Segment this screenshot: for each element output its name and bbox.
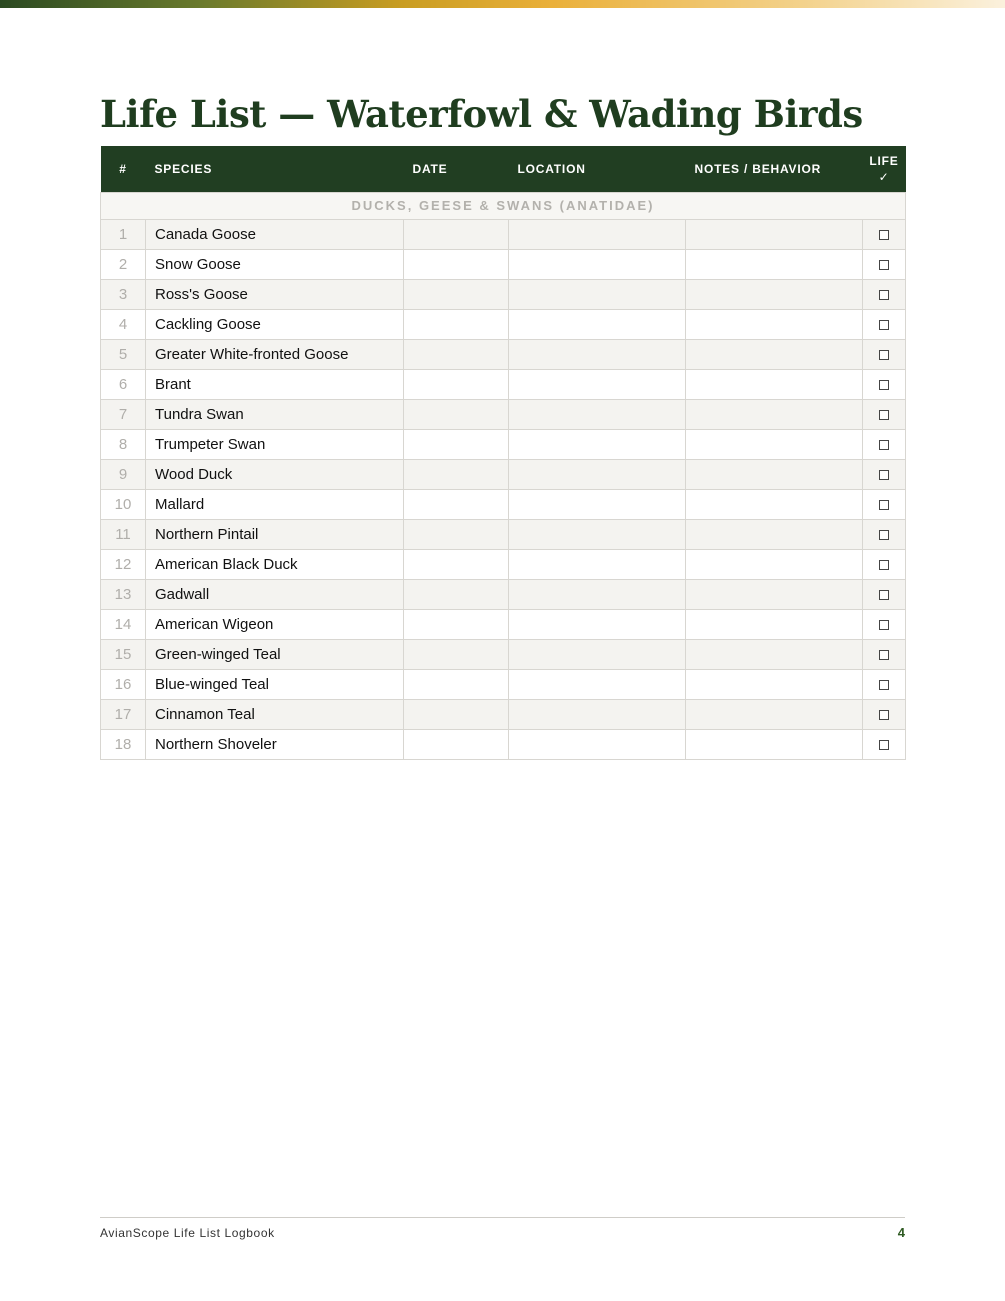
table-row xyxy=(101,219,906,249)
date-cell[interactable] xyxy=(404,429,509,459)
row-number: 9 xyxy=(101,459,146,489)
notes-cell[interactable] xyxy=(686,609,863,639)
notes-cell[interactable] xyxy=(686,339,863,369)
table-row xyxy=(101,519,906,549)
checkbox-icon[interactable] xyxy=(879,530,889,540)
species-name: Cinnamon Teal xyxy=(146,699,404,729)
date-cell[interactable] xyxy=(404,279,509,309)
page-title: Life List — Waterfowl & Wading Birds xyxy=(100,92,863,136)
date-cell[interactable] xyxy=(404,489,509,519)
life-check-cell[interactable] xyxy=(863,699,906,729)
column-header-date: DATE xyxy=(412,161,448,176)
date-cell[interactable] xyxy=(404,459,509,489)
footer-divider xyxy=(100,1217,905,1218)
location-cell[interactable] xyxy=(509,249,686,279)
life-list-table xyxy=(100,146,906,760)
checkbox-icon[interactable] xyxy=(879,440,889,450)
life-check-cell[interactable] xyxy=(863,639,906,669)
table-row xyxy=(101,429,906,459)
life-check-cell[interactable] xyxy=(863,579,906,609)
notes-cell[interactable] xyxy=(686,279,863,309)
date-cell[interactable] xyxy=(404,639,509,669)
row-number: 6 xyxy=(101,369,146,399)
notes-cell[interactable] xyxy=(686,639,863,669)
location-cell[interactable] xyxy=(509,669,686,699)
date-cell[interactable] xyxy=(404,339,509,369)
species-name: American Black Duck xyxy=(146,549,404,579)
species-name: Ross's Goose xyxy=(146,279,404,309)
location-cell[interactable] xyxy=(509,699,686,729)
checkbox-icon[interactable] xyxy=(879,740,889,750)
notes-cell[interactable] xyxy=(686,669,863,699)
location-cell[interactable] xyxy=(509,729,686,759)
life-check-cell[interactable] xyxy=(863,489,906,519)
table-row xyxy=(101,609,906,639)
table-row xyxy=(101,729,906,759)
species-name: Wood Duck xyxy=(146,459,404,489)
date-cell[interactable] xyxy=(404,729,509,759)
row-number: 8 xyxy=(101,429,146,459)
species-name: Gadwall xyxy=(146,579,404,609)
checkbox-icon[interactable] xyxy=(879,290,889,300)
date-cell[interactable] xyxy=(404,609,509,639)
checkbox-icon[interactable] xyxy=(879,620,889,630)
checkbox-icon[interactable] xyxy=(879,380,889,390)
species-name: Mallard xyxy=(146,489,404,519)
location-cell[interactable] xyxy=(509,399,686,429)
species-name: Snow Goose xyxy=(146,249,404,279)
checkbox-icon[interactable] xyxy=(879,260,889,270)
checkbox-icon[interactable] xyxy=(879,560,889,570)
location-cell[interactable] xyxy=(509,429,686,459)
life-check-cell[interactable] xyxy=(863,429,906,459)
location-cell[interactable] xyxy=(509,549,686,579)
checkbox-icon[interactable] xyxy=(879,350,889,360)
column-header-location: LOCATION xyxy=(517,161,586,176)
date-cell[interactable] xyxy=(404,579,509,609)
location-cell[interactable] xyxy=(509,639,686,669)
row-number: 17 xyxy=(101,699,146,729)
table-row xyxy=(101,279,906,309)
notes-cell[interactable] xyxy=(686,369,863,399)
checkbox-icon[interactable] xyxy=(879,590,889,600)
notes-cell[interactable] xyxy=(686,219,863,249)
date-cell[interactable] xyxy=(404,519,509,549)
row-number: 7 xyxy=(101,399,146,429)
species-name: Blue-winged Teal xyxy=(146,669,404,699)
row-number: 1 xyxy=(101,219,146,249)
location-cell[interactable] xyxy=(509,609,686,639)
species-name: Northern Shoveler xyxy=(146,729,404,759)
row-number: 14 xyxy=(101,609,146,639)
row-number: 15 xyxy=(101,639,146,669)
notes-cell[interactable] xyxy=(686,699,863,729)
date-cell[interactable] xyxy=(404,309,509,339)
location-cell[interactable] xyxy=(509,489,686,519)
location-cell[interactable] xyxy=(509,459,686,489)
footer-title: AvianScope Life List Logbook xyxy=(100,1226,275,1240)
species-name: Trumpeter Swan xyxy=(146,429,404,459)
location-cell[interactable] xyxy=(509,339,686,369)
checkbox-icon[interactable] xyxy=(879,320,889,330)
page-number: 4 xyxy=(897,1225,905,1240)
life-check-cell[interactable] xyxy=(863,669,906,699)
location-cell[interactable] xyxy=(509,519,686,549)
column-header-notes: NOTES / BEHAVIOR xyxy=(694,161,822,176)
species-name: Northern Pintail xyxy=(146,519,404,549)
table-row xyxy=(101,399,906,429)
life-check-cell[interactable] xyxy=(863,609,906,639)
life-check-cell[interactable] xyxy=(863,279,906,309)
species-name: Cackling Goose xyxy=(146,309,404,339)
section-header-row xyxy=(101,192,906,219)
location-cell[interactable] xyxy=(509,279,686,309)
row-number: 16 xyxy=(101,669,146,699)
species-name: Brant xyxy=(146,369,404,399)
row-number: 5 xyxy=(101,339,146,369)
notes-cell[interactable] xyxy=(686,519,863,549)
date-cell[interactable] xyxy=(404,219,509,249)
table-row xyxy=(101,249,906,279)
column-header-number: # xyxy=(119,161,127,176)
checkbox-icon[interactable] xyxy=(879,410,889,420)
notes-cell[interactable] xyxy=(686,309,863,339)
row-number: 3 xyxy=(101,279,146,309)
species-name: Canada Goose xyxy=(146,219,404,249)
life-check-cell[interactable] xyxy=(863,309,906,339)
life-check-cell[interactable] xyxy=(863,729,906,759)
notes-cell[interactable] xyxy=(686,579,863,609)
row-number: 13 xyxy=(101,579,146,609)
date-cell[interactable] xyxy=(404,549,509,579)
notes-cell[interactable] xyxy=(686,549,863,579)
life-check-cell[interactable] xyxy=(863,399,906,429)
table-row xyxy=(101,699,906,729)
life-check-cell[interactable] xyxy=(863,519,906,549)
species-name: Tundra Swan xyxy=(146,399,404,429)
notes-cell[interactable] xyxy=(686,489,863,519)
section-title: DUCKS, GEESE & SWANS (ANATIDAE) xyxy=(101,192,906,219)
notes-cell[interactable] xyxy=(686,399,863,429)
table-row xyxy=(101,549,906,579)
notes-cell[interactable] xyxy=(686,429,863,459)
species-name: Greater White-fronted Goose xyxy=(146,339,404,369)
life-check-cell[interactable] xyxy=(863,219,906,249)
row-number: 12 xyxy=(101,549,146,579)
column-header-species: SPECIES xyxy=(154,161,213,176)
location-cell[interactable] xyxy=(509,369,686,399)
life-label: LIFE xyxy=(869,153,899,168)
species-name: American Wigeon xyxy=(146,609,404,639)
row-number: 11 xyxy=(101,519,146,549)
species-name: Green-winged Teal xyxy=(146,639,404,669)
top-gradient-bar xyxy=(0,0,1005,8)
checkbox-icon[interactable] xyxy=(879,470,889,480)
column-header-life xyxy=(863,146,906,192)
table-row xyxy=(101,579,906,609)
date-cell[interactable] xyxy=(404,669,509,699)
life-check-cell[interactable] xyxy=(863,249,906,279)
date-cell[interactable] xyxy=(404,399,509,429)
checkbox-icon[interactable] xyxy=(879,230,889,240)
life-check-cell[interactable] xyxy=(863,459,906,489)
row-number: 18 xyxy=(101,729,146,759)
checkbox-icon[interactable] xyxy=(879,710,889,720)
life-check-cell[interactable] xyxy=(863,549,906,579)
table-row xyxy=(101,639,906,669)
row-number: 2 xyxy=(101,249,146,279)
table-row xyxy=(101,369,906,399)
notes-cell[interactable] xyxy=(686,729,863,759)
date-cell[interactable] xyxy=(404,249,509,279)
row-number: 4 xyxy=(101,309,146,339)
table-row xyxy=(101,489,906,519)
date-cell[interactable] xyxy=(404,699,509,729)
date-cell[interactable] xyxy=(404,369,509,399)
checkbox-icon[interactable] xyxy=(879,500,889,510)
location-cell[interactable] xyxy=(509,219,686,249)
location-cell[interactable] xyxy=(509,309,686,339)
location-cell[interactable] xyxy=(509,579,686,609)
table-row xyxy=(101,669,906,699)
checkmark-icon: ✓ xyxy=(878,169,890,184)
table-header-row xyxy=(101,146,906,192)
notes-cell[interactable] xyxy=(686,249,863,279)
table-row xyxy=(101,309,906,339)
checkbox-icon[interactable] xyxy=(879,680,889,690)
life-check-cell[interactable] xyxy=(863,339,906,369)
life-check-cell[interactable] xyxy=(863,369,906,399)
table-row xyxy=(101,459,906,489)
species-rows xyxy=(101,219,906,759)
row-number: 10 xyxy=(101,489,146,519)
checkbox-icon[interactable] xyxy=(879,650,889,660)
table-row xyxy=(101,339,906,369)
notes-cell[interactable] xyxy=(686,459,863,489)
